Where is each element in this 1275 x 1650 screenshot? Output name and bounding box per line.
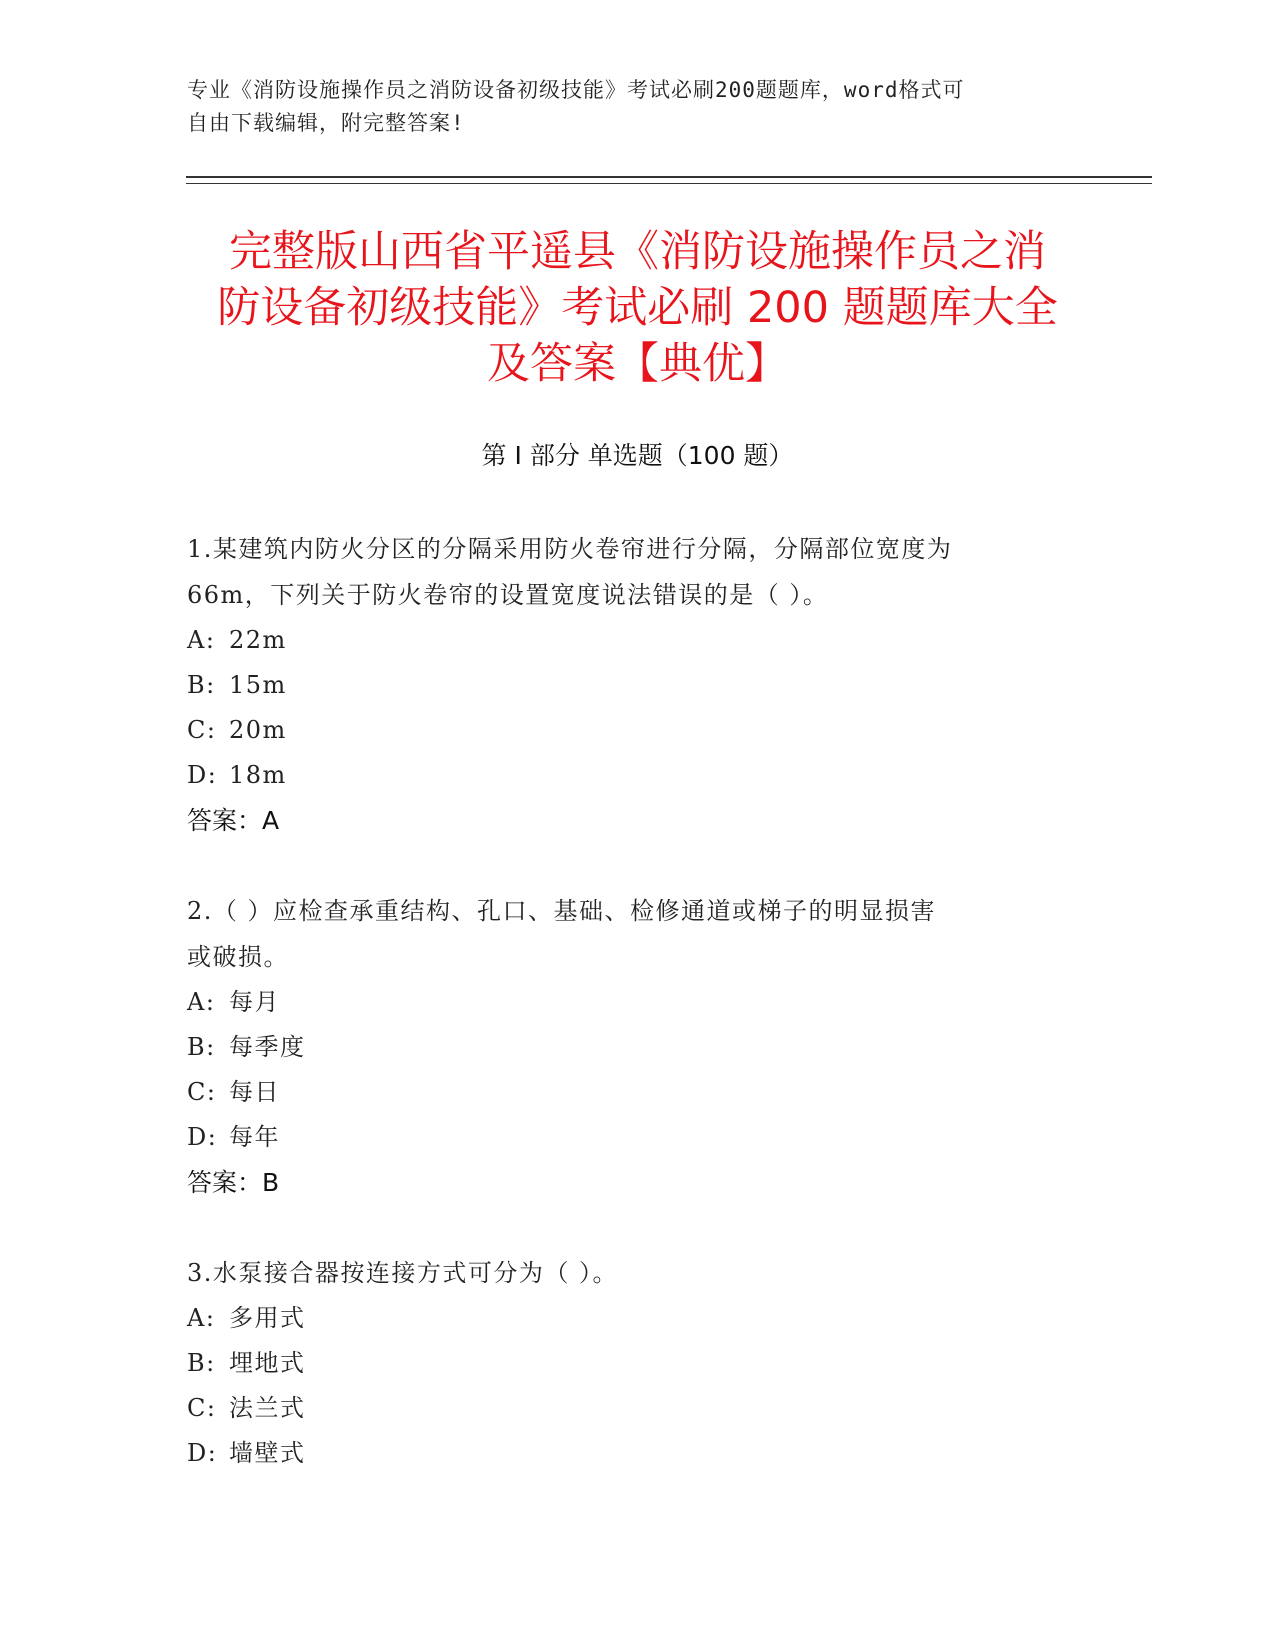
option-key: A: (187, 1304, 216, 1332)
option-value: 每季度 (229, 1033, 306, 1061)
question-text: 2.（ ）应检查承重结构、孔口、基础、检修通道或梯子的明显损害 (187, 897, 937, 925)
header-note (187, 74, 1067, 140)
answer-label: 答案：A (187, 806, 280, 835)
option-value: 每月 (229, 988, 280, 1016)
question-text: 或破损。 (187, 943, 289, 971)
header-divider-thin (186, 183, 1152, 184)
option-a (187, 980, 1077, 1025)
option-key: A: (187, 988, 216, 1016)
question-list (187, 526, 1077, 1520)
answer-label: 答案：B (187, 1168, 280, 1197)
option-a (187, 1296, 1077, 1341)
option-value: 每日 (229, 1078, 280, 1106)
title-line: 完整版山西省平遥县《消防设施操作员之消 (229, 227, 1046, 277)
option-key: B: (187, 1349, 216, 1377)
option-value: 20m (229, 716, 287, 744)
question-text: 66m，下列关于防火卷帘的设置宽度说法错误的是（ ）。 (187, 581, 829, 609)
question-text: 3.水泵接合器按连接方式可分为（ ）。 (187, 1259, 619, 1287)
option-key: C: (187, 716, 217, 744)
question-text: 1.某建筑内防火分区的分隔采用防火卷帘进行分隔，分隔部位宽度为 (187, 535, 953, 563)
option-value: 墙壁式 (229, 1439, 306, 1467)
option-d (187, 1431, 1077, 1476)
title-line: 及答案【典优】 (487, 339, 788, 389)
option-value: 15m (229, 671, 287, 699)
option-value: 法兰式 (229, 1394, 306, 1422)
option-b (187, 663, 1077, 708)
option-b (187, 1025, 1077, 1070)
header-divider-thick (186, 176, 1152, 178)
option-c (187, 1386, 1077, 1431)
option-d (187, 753, 1077, 798)
question-1 (187, 526, 1077, 844)
header-note-line: 专业《消防设施操作员之消防设备初级技能》考试必刷200题题库，word格式可 (187, 78, 965, 102)
option-key: D: (187, 761, 218, 789)
question-3 (187, 1250, 1077, 1476)
document-title (180, 224, 1095, 392)
option-key: B: (187, 671, 216, 699)
option-c (187, 708, 1077, 753)
header-note-line: 自由下载编辑，附完整答案! (187, 111, 465, 135)
title-line: 防设备初级技能》考试必刷 200 题题库大全 (217, 283, 1058, 333)
option-a (187, 618, 1077, 663)
option-value: 22m (229, 626, 287, 654)
option-value: 多用式 (229, 1304, 306, 1332)
option-c (187, 1070, 1077, 1115)
option-key: D: (187, 1123, 218, 1151)
option-key: D: (187, 1439, 218, 1467)
option-value: 埋地式 (229, 1349, 306, 1377)
option-key: A: (187, 626, 216, 654)
option-value: 18m (229, 761, 287, 789)
option-key: C: (187, 1394, 217, 1422)
question-2 (187, 888, 1077, 1206)
option-key: C: (187, 1078, 217, 1106)
option-value: 每年 (229, 1123, 280, 1151)
option-d (187, 1115, 1077, 1160)
option-b (187, 1341, 1077, 1386)
section-heading: 第 I 部分 单选题（100 题） (481, 441, 794, 470)
option-key: B: (187, 1033, 216, 1061)
